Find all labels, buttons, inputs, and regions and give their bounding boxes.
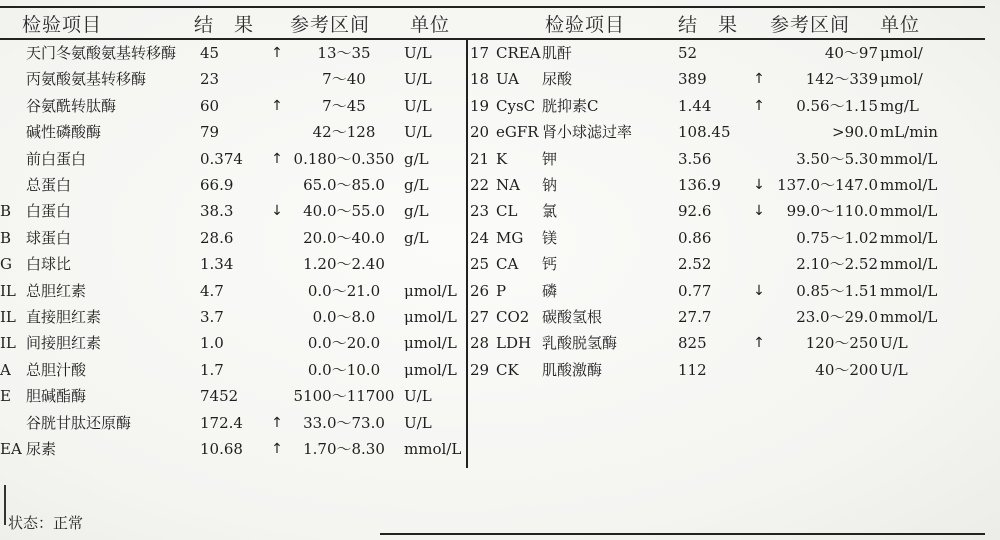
row-range: 7～40 (322, 70, 366, 89)
row-unit: mmol/L (404, 440, 462, 458)
row-result: 28.6 (200, 228, 234, 247)
table-row (0, 357, 466, 383)
row-flag: ↓ (271, 203, 283, 220)
row-name: 白球比 (26, 255, 72, 274)
row-code: CREA (496, 44, 541, 62)
table-row (0, 330, 466, 356)
row-range: 0.56～1.15 (796, 96, 878, 115)
row-result: 60 (200, 96, 220, 115)
row-result: 38.3 (200, 202, 234, 221)
row-code (0, 146, 22, 172)
row-number: 21 (470, 149, 490, 168)
status-text: 状态：正常 (8, 514, 84, 532)
row-name: 胱抑素C (542, 96, 599, 115)
row-unit: μmol/L (404, 308, 457, 326)
row-range: 1.20～2.40 (303, 255, 385, 274)
row-number: 19 (470, 96, 490, 115)
row-name: 肌酐 (542, 44, 573, 62)
row-result: 825 (678, 334, 707, 353)
row-range: 7～45 (322, 96, 366, 115)
row-unit: μmol/L (404, 334, 457, 353)
row-code: IL (0, 334, 16, 353)
row-result: 27.7 (678, 308, 712, 326)
row-name: 总胆红素 (26, 281, 87, 300)
row-unit: U/L (404, 413, 432, 432)
row-code: A (0, 360, 11, 379)
row-result: 7452 (200, 387, 239, 406)
row-unit: mmol/L (880, 308, 938, 326)
row-result: 92.6 (678, 202, 712, 221)
table-row (470, 93, 1000, 119)
row-range: 142～339 (805, 70, 878, 89)
row-code (0, 410, 22, 436)
table-row (0, 93, 466, 119)
row-flag: ↓ (753, 203, 765, 220)
row-code (0, 119, 22, 145)
table-row (0, 278, 466, 304)
row-result: 66.9 (200, 176, 234, 194)
row-code: CA (496, 255, 519, 274)
header-unit: 单位 (880, 14, 921, 36)
row-flag (750, 146, 768, 172)
row-number: 20 (470, 123, 490, 142)
row-name: 碱性磷酸酶 (26, 123, 102, 142)
row-name: 氯 (542, 202, 558, 221)
header-top-line (0, 6, 985, 8)
row-result: 23 (200, 70, 220, 89)
row-name: 肾小球滤过率 (542, 123, 633, 142)
row-flag: ↓ (753, 177, 765, 193)
row-name: 谷氨酰转肽酶 (26, 96, 117, 115)
row-code: NA (496, 176, 520, 194)
row-number: 27 (470, 308, 490, 326)
row-name: 直接胆红素 (26, 308, 102, 326)
table-row (0, 436, 466, 462)
row-flag (268, 251, 286, 277)
row-flag: ↑ (271, 97, 283, 114)
row-range: 42～128 (312, 123, 376, 142)
row-code: CK (496, 360, 519, 379)
row-unit: g/L (404, 149, 429, 168)
row-flag (268, 172, 286, 198)
row-range: 0.0～10.0 (307, 360, 381, 379)
row-result: 2.52 (678, 255, 712, 274)
row-result: 3.7 (200, 308, 224, 326)
row-name: 总蛋白 (26, 176, 72, 194)
row-unit: g/L (404, 202, 429, 221)
row-number: 17 (470, 44, 490, 62)
row-code: B (0, 228, 12, 247)
row-range: 40～97 (824, 44, 878, 62)
row-flag (750, 119, 768, 145)
table-row (0, 146, 466, 172)
row-result: 45 (200, 44, 220, 62)
row-number: 28 (470, 334, 490, 353)
row-range: 65.0～85.0 (303, 176, 385, 194)
table-row (0, 410, 466, 436)
table-row (0, 172, 466, 198)
table-row (0, 198, 466, 224)
row-code (0, 66, 22, 92)
row-code: eGFR (496, 123, 539, 142)
row-unit: U/L (404, 123, 432, 142)
row-name: 钠 (542, 176, 558, 194)
row-name: 碳酸氢根 (542, 308, 603, 326)
row-code: B (0, 202, 12, 221)
table-row (0, 251, 466, 277)
row-flag (268, 383, 286, 409)
row-range: 99.0～110.0 (786, 202, 878, 221)
row-flag: ↑ (271, 150, 283, 167)
row-code: UA (496, 70, 520, 89)
row-result: 112 (678, 360, 707, 379)
row-unit: U/L (880, 334, 908, 353)
row-name: 谷胱甘肽还原酶 (26, 413, 132, 432)
row-code (0, 93, 22, 119)
row-name: 天门冬氨酸氨基转移酶 (26, 44, 177, 62)
row-name: 间接胆红素 (26, 334, 102, 353)
table-row (0, 225, 466, 251)
row-result: 1.34 (200, 255, 234, 274)
row-result: 4.7 (200, 281, 224, 300)
row-number: 18 (470, 70, 490, 89)
row-result: 1.7 (200, 360, 224, 379)
row-code: EA (0, 440, 22, 458)
header-result: 结 果 (194, 14, 255, 36)
row-code: MG (496, 228, 524, 247)
row-range: 13～35 (317, 44, 371, 62)
row-range: 20.0～40.0 (303, 228, 385, 247)
row-range: 0.85～1.51 (796, 281, 878, 300)
header-unit: 单位 (410, 14, 451, 36)
row-code: LDH (496, 334, 532, 353)
row-result: 172.4 (200, 413, 243, 432)
row-range: 0.0～21.0 (307, 281, 381, 300)
table-row (470, 304, 1000, 330)
table-row (0, 383, 466, 409)
row-flag (268, 357, 286, 383)
row-unit: mmol/L (880, 255, 938, 274)
row-name: 球蛋白 (26, 228, 72, 247)
row-code: IL (0, 308, 16, 326)
row-flag: ↑ (271, 441, 283, 457)
row-unit: μmol/ (880, 70, 923, 89)
row-unit: mmol/L (880, 281, 938, 300)
row-result: 3.56 (678, 149, 712, 168)
row-unit: mmol/L (880, 228, 938, 247)
row-range: 120～250 (805, 334, 878, 353)
column-divider (466, 38, 468, 468)
row-name: 白蛋白 (26, 202, 72, 221)
row-range: 1.70～8.30 (303, 440, 385, 458)
row-code: P (496, 281, 507, 300)
row-name: 胆碱酯酶 (26, 387, 87, 406)
row-result: 79 (200, 123, 220, 142)
row-number: 26 (470, 281, 490, 300)
row-name: 前白蛋白 (26, 149, 87, 168)
left-margin-line (4, 485, 6, 525)
row-unit: mmol/L (880, 176, 938, 194)
row-unit: μmol/ (880, 44, 923, 62)
row-result: 10.68 (200, 440, 243, 458)
header-item: 检验项目 (545, 14, 626, 36)
row-name: 钾 (542, 149, 558, 168)
row-range: 40.0～55.0 (303, 202, 385, 221)
row-name: 总胆汁酸 (26, 360, 87, 379)
header-item: 检验项目 (22, 14, 103, 36)
table-row (470, 66, 1000, 92)
row-range: 0.0～8.0 (312, 308, 376, 326)
table-row (0, 40, 466, 66)
row-result: 0.374 (200, 149, 243, 168)
row-flag: ↓ (753, 282, 765, 299)
row-name: 肌酸激酶 (542, 360, 603, 379)
row-code (0, 172, 22, 198)
table-row (470, 225, 1000, 251)
row-flag: ↑ (753, 335, 765, 352)
row-flag: ↑ (753, 71, 765, 88)
row-unit: μmol/L (404, 281, 457, 300)
row-result: 0.77 (678, 281, 712, 300)
row-name: 尿素 (26, 440, 57, 458)
table-row (470, 251, 1000, 277)
row-flag (268, 66, 286, 92)
row-code (0, 40, 22, 66)
row-range: 3.50～5.30 (796, 149, 878, 168)
row-number: 25 (470, 255, 490, 274)
row-unit: g/L (404, 228, 429, 247)
row-code: K (496, 149, 508, 168)
row-unit: mL/min (880, 123, 938, 142)
row-range: 0.180～0.350 (293, 149, 395, 168)
row-name: 丙氨酸氨基转移酶 (26, 70, 147, 89)
row-unit: U/L (880, 360, 908, 379)
row-flag: ↑ (271, 414, 283, 431)
bottom-line (380, 533, 985, 535)
table-row (470, 198, 1000, 224)
row-flag (268, 119, 286, 145)
row-unit: U/L (404, 44, 432, 62)
row-result: 0.86 (678, 228, 712, 247)
row-number: 24 (470, 228, 490, 247)
row-flag (750, 251, 768, 277)
row-number: 22 (470, 176, 490, 194)
row-name: 乳酸脱氢酶 (542, 334, 618, 353)
row-flag (750, 304, 768, 330)
row-unit: U/L (404, 70, 432, 89)
row-name: 尿酸 (542, 70, 573, 89)
row-unit: g/L (404, 176, 429, 194)
row-code: CysC (496, 96, 536, 115)
row-flag (268, 278, 286, 304)
table-row (470, 40, 1000, 66)
table-row (470, 357, 1000, 383)
row-code: IL (0, 281, 16, 300)
row-flag: ↑ (753, 97, 765, 114)
header-range: 参考区间 (770, 14, 851, 36)
table-row (470, 278, 1000, 304)
row-code: CO2 (496, 308, 530, 326)
row-name: 磷 (542, 281, 558, 300)
header-result: 结 果 (678, 14, 739, 36)
row-unit: mg/L (880, 96, 919, 115)
row-flag (750, 357, 768, 383)
row-range: 0.0～20.0 (307, 334, 381, 353)
header-range: 参考区间 (290, 14, 371, 36)
row-flag: ↑ (271, 45, 283, 61)
row-range: >90.0 (832, 123, 878, 142)
row-unit: mmol/L (880, 149, 938, 168)
row-result: 389 (678, 70, 707, 89)
row-flag (268, 304, 286, 330)
row-unit (404, 251, 466, 277)
row-unit: U/L (404, 96, 432, 115)
row-flag (268, 225, 286, 251)
row-result: 136.9 (678, 176, 721, 194)
table-row (470, 330, 1000, 356)
table-row (470, 172, 1000, 198)
row-flag (750, 40, 768, 66)
row-code: CL (496, 202, 518, 221)
row-range: 0.75～1.02 (796, 228, 878, 247)
table-row (470, 119, 1000, 145)
table-row (470, 146, 1000, 172)
row-range: 2.10～2.52 (796, 255, 878, 274)
row-name: 钙 (542, 255, 558, 274)
row-flag (268, 330, 286, 356)
row-code: E (0, 387, 11, 406)
row-number: 23 (470, 202, 490, 221)
table-row (0, 66, 466, 92)
row-range: 5100～11700 (293, 387, 395, 406)
row-range: 23.0～29.0 (796, 308, 878, 326)
row-unit: U/L (404, 387, 432, 406)
row-range: 40～200 (815, 360, 878, 379)
row-code: G (0, 255, 12, 274)
row-result: 1.0 (200, 334, 224, 353)
table-row (0, 119, 466, 145)
row-result: 1.44 (678, 96, 712, 115)
table-row (0, 304, 466, 330)
row-flag (750, 225, 768, 251)
row-range: 137.0～147.0 (777, 176, 878, 194)
row-number: 29 (470, 360, 490, 379)
row-name: 镁 (542, 228, 558, 247)
row-result: 52 (678, 44, 698, 62)
row-range: 33.0～73.0 (303, 413, 385, 432)
row-result: 108.45 (678, 123, 731, 142)
row-unit: mmol/L (880, 202, 938, 221)
row-unit: μmol/L (404, 360, 457, 379)
